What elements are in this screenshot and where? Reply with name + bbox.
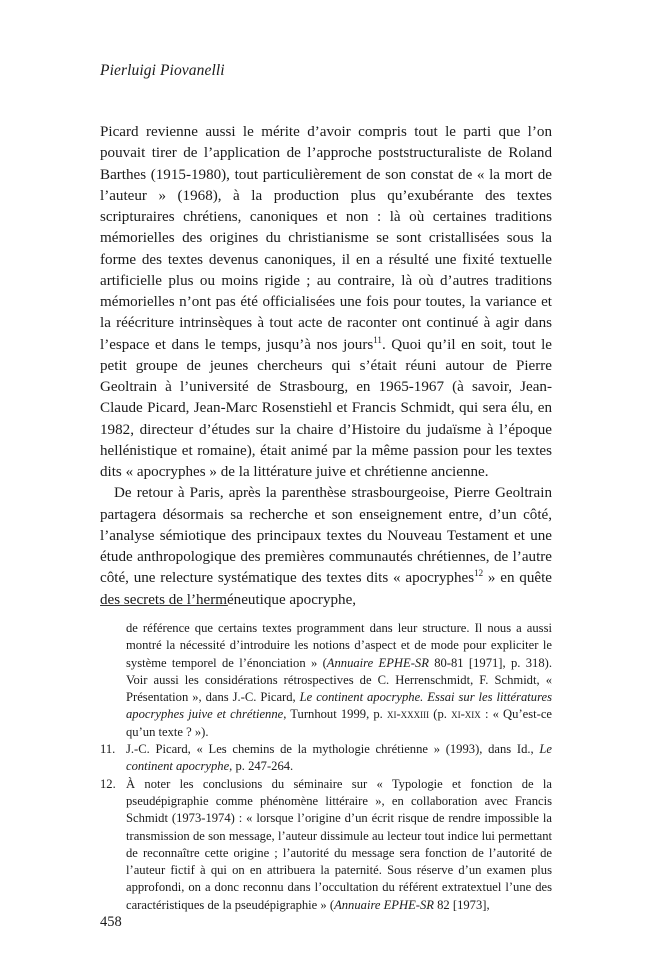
footnote-rule [100, 605, 228, 606]
footnote-continuation: de référence que certains textes programment dans leur structure. Il nous a aussi montré la nécessité d’introduire les notions d’aspect et de mode pour expliciter le système temporel de l’énonciation » (Annuaire EPHE-SR 80-81 [1971], p. 318). Voir aussi les considérations rétrospectives de C. Herrenschmidt, F. Schmidt, « Présentation », dans J.-C. Picard, Le continent apocryphe. Essai sur les littératures apocryphes juive et chrétienne, Turnhout 1999, p. xi-xxxiii (p. xi-xix : « Qu’est-ce qu’un texte ? »). [126, 621, 552, 739]
book-page [100, 0, 552, 975]
footnote-ref-11: 11 [373, 334, 382, 345]
footnotes [100, 620, 552, 914]
footnote-12: 12. À noter les conclusions du séminaire sur « Typologie et fonction de la pseudépigraphie comme phénomène littéraire », en collaboration avec Francis Schmidt (1973-1974) : « lorsque l’origine d’un écrit risque de rendre impossible la transmission de son message, l’auteur dissimule au lecteur tout indice lui permettant de reconnaître cette origine ; l’autorité du message sera fonction de l’autorité de l’auteur fictif à qui on en attribuera la paternité. Sous réserve d’un examen plus approfondi, on a donc reconnu dans l’occultation du référent extratextuel l’une des caractéristiques de la pseudépigraphie » (Annuaire EPHE-SR 82 [1973], [100, 776, 552, 912]
paragraph-1: Picard revienne aussi le mérite d’avoir compris tout le parti que l’on pouvait tirer de l’application de l’approche poststructuraliste de Roland Barthes (1915-1980), tout particulièrement de son constat de « la mort de l’auteur » (1968), à la production plus qu’exubérante des textes scripturaires chrétiens, canoniques et non : là où certaines traditions mémorielles des origines du christianisme se sont cristallisées sous la forme des textes devenus canoniques, il en a résulté une fixité textuelle artificielle plus ou moins rigide ; au contraire, là où d’autres traditions mémorielles n’ont pas été officialisées une fois pour toutes, la variance et la réécriture intrinsèques à tout acte de raconter ont continué à agir dans l’espace et dans le temps, jusqu’à nos jours$^{11}$. Quoi qu’il en soit, tout le petit groupe de jeunes chercheurs qui s’était réuni autour de Pierre Geoltrain à l’université de Strasbourg, en 1965-1967 (à savoir, Jean-Claude Picard, Jean-Marc Rosenstiehl et Francis Schmidt, qui sera élu, en 1982, directeur d’études sur la chaire d’Histoire du judaïsme à l’époque hellénistique et romaine), était animé par la même passion pour les textes dits « apocryphes » de la littérature juive et chrétienne ancienne. [100, 124, 552, 480]
footnote-11: 11. J.-C. Picard, « Les chemins de la mythologie chrétienne » (1993), dans Id., Le continent apocryphe, p. 247-264. [100, 742, 552, 774]
footnote-ref-12: 12 [474, 568, 484, 579]
running-head: Pierluigi Piovanelli [100, 62, 225, 79]
paragraph-2: De retour à Paris, après la parenthèse strasbourgeoise, Pierre Geoltrain partagera désormais sa recherche et son enseignement entre, d’un côté, l’analyse sémiotique des principaux textes du Nouveau Testament et une étude anthropologique des premières communautés chrétiennes, de l’autre côté, une relecture systématique des textes dits « apocryphes$^{12}$ » en quête des secrets de l’herméneutique apocryphe, [100, 485, 552, 608]
main-text [100, 122, 552, 611]
page-number: 458 [100, 914, 122, 930]
